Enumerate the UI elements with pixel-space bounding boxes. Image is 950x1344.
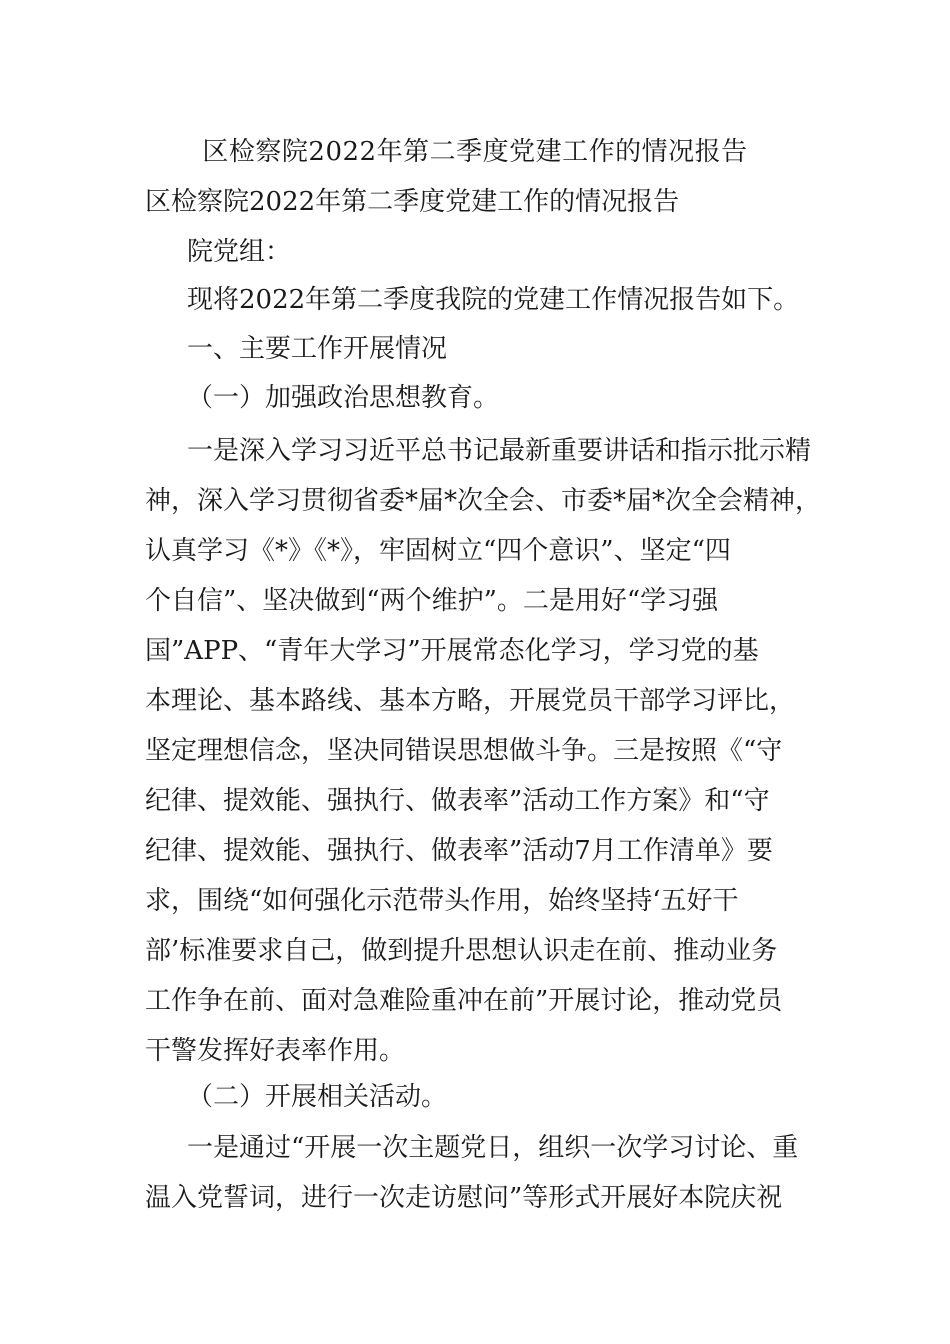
subsection-heading: （一）加强政治思想教育。 [187, 383, 500, 413]
section-heading: 一、主要工作开展情况 [187, 334, 448, 364]
subsection-2-body [145, 1123, 810, 1223]
body-line: 神，深入学习贯彻省委*届*次全会、市委*届*次全会精神， [145, 486, 822, 516]
document-title: 区检察院2022年第二季度党建工作的情况报告 [202, 137, 748, 167]
document-subtitle: 区检察院2022年第二季度党建工作的情况报告 [145, 187, 680, 217]
body-line: 求，围绕“如何强化示范带头作用，始终坚持‘五好干 [145, 886, 739, 916]
salutation: 院党组： [187, 237, 292, 267]
body-line: 温入党誓词，进行一次走访慰问”等形式开展好本院庆祝 [145, 1183, 783, 1213]
body-line: 本理论、基本路线、基本方略，开展党员干部学习评比， [145, 686, 796, 716]
body-line: 一是通过“开展一次主题党日，组织一次学习讨论、重 [187, 1133, 799, 1163]
body-line: 一是深入学习习近平总书记最新重要讲话和指示批示精 [187, 436, 812, 466]
body-line: 干警发挥好表率作用。 [145, 1036, 406, 1066]
body-line: 工作争在前、面对急难险重冲在前”开展讨论，推动党员 [145, 986, 783, 1016]
subsection-1-body [145, 426, 822, 1076]
body-line: 纪律、提效能、强执行、做表率”活动工作方案》和“守 [145, 786, 770, 816]
body-line: 坚定理想信念，坚决同错误思想做斗争。三是按照《“守 [145, 736, 783, 766]
body-line: 部’标准要求自己，做到提升思想认识走在前、推动业务 [145, 936, 778, 966]
subsection-heading: （二）开展相关活动。 [187, 1082, 448, 1112]
body-line: 纪律、提效能、强执行、做表率”活动7月工作清单》要 [145, 836, 773, 866]
body-line: 个自信”、坚决做到“两个维护”。二是用好“学习强 [145, 586, 719, 616]
body-line: 国”APP、“青年大学习”开展常态化学习，学习党的基 [145, 636, 759, 666]
body-line: 认真学习《*》《*》，牢固树立“四个意识”、坚定“四 [145, 536, 731, 566]
intro-paragraph: 现将2022年第二季度我院的党建工作情况报告如下。 [187, 285, 800, 315]
